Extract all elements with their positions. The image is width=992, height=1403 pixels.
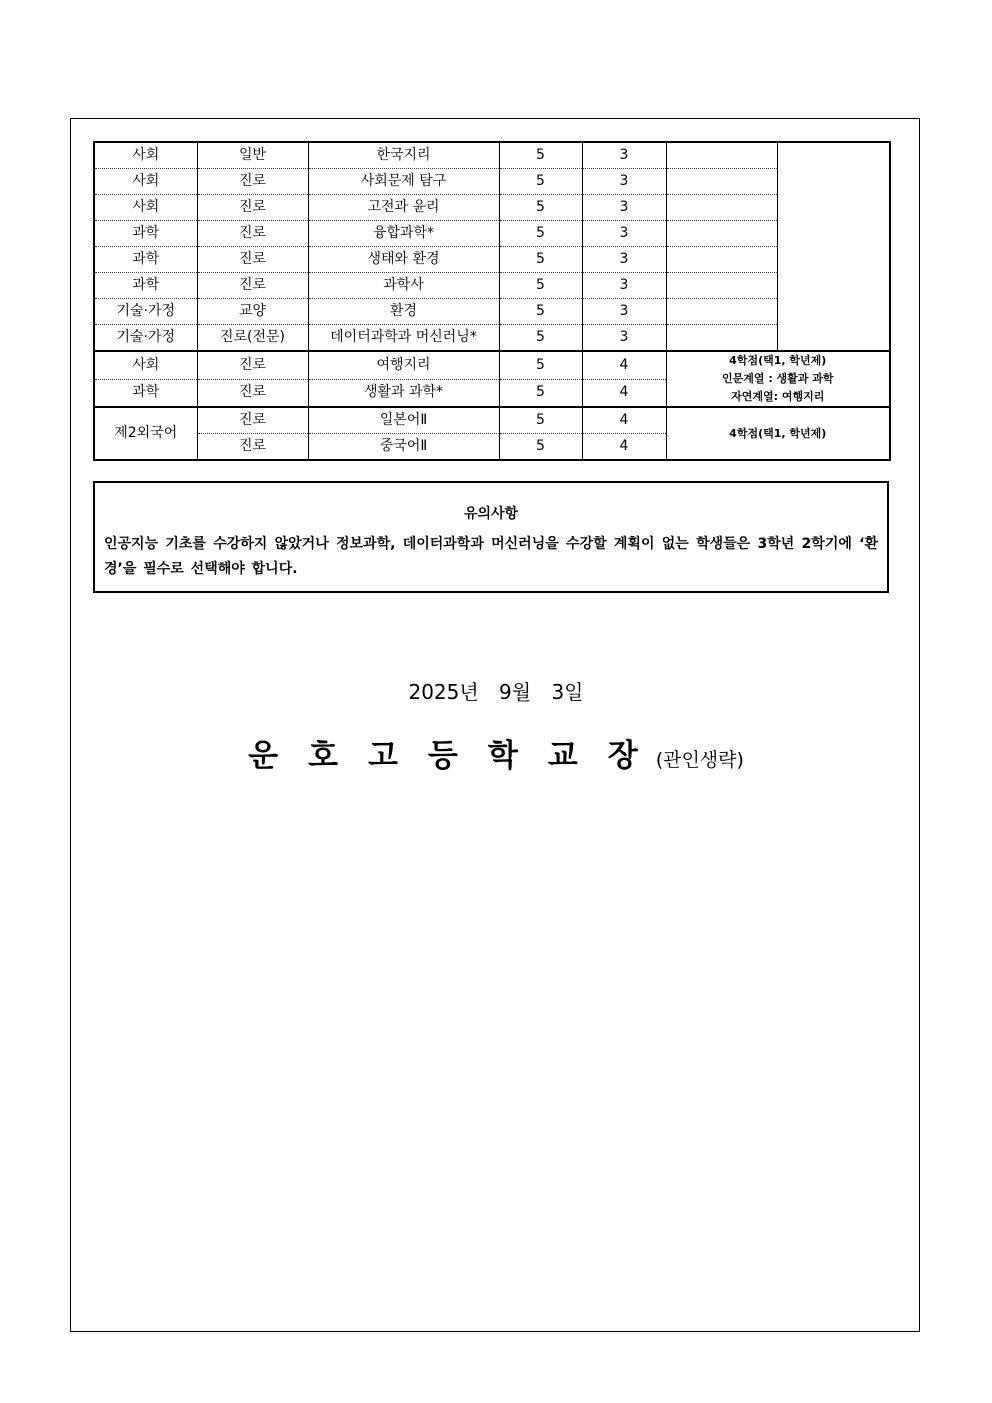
- issue-date: 2025년 9월 3일: [408, 680, 584, 704]
- type-cell: 진로: [197, 351, 308, 379]
- note-cell-empty: [666, 247, 777, 273]
- note-cell-empty: [666, 169, 777, 195]
- subject-cell: 제2외국어: [94, 407, 197, 460]
- units-cell: 5: [499, 221, 582, 247]
- subject-cell: 과학: [94, 221, 197, 247]
- units-cell: 5: [499, 407, 582, 434]
- table-row: [94, 325, 890, 352]
- note-cell-empty: [666, 221, 777, 247]
- note-cell-empty: [666, 142, 777, 169]
- course-cell: 사회문제 탐구: [308, 169, 499, 195]
- signature-line: [0, 730, 992, 775]
- course-cell: 융합과학*: [308, 221, 499, 247]
- type-cell: 교양: [197, 299, 308, 325]
- table-row: [94, 299, 890, 325]
- credits-cell: 3: [582, 273, 666, 299]
- notice-title: 유의사항: [463, 506, 519, 522]
- units-cell: 5: [499, 169, 582, 195]
- credits-cell: 3: [582, 195, 666, 221]
- subject-cell: 기술·가정: [94, 299, 197, 325]
- note-cell-empty: [666, 325, 777, 352]
- units-cell: 5: [499, 142, 582, 169]
- course-cell: 여행지리: [308, 351, 499, 379]
- seal-omitted-note: (관인생략): [655, 749, 744, 771]
- elective-note-a: [666, 351, 890, 407]
- units-cell: 5: [499, 247, 582, 273]
- units-cell: 5: [499, 379, 582, 407]
- table-row: [94, 221, 890, 247]
- credits-cell: 3: [582, 221, 666, 247]
- table-row: [94, 247, 890, 273]
- type-cell: 진로: [197, 379, 308, 407]
- type-cell: 진로: [197, 169, 308, 195]
- table-row: [94, 273, 890, 299]
- credits-cell: 3: [582, 169, 666, 195]
- elective-note-b: 4학점(택1, 학년제): [666, 407, 890, 460]
- notice-box: [93, 481, 889, 593]
- units-cell: 5: [499, 351, 582, 379]
- course-table: [93, 141, 891, 461]
- type-cell: 진로: [197, 195, 308, 221]
- elective-note-a-line2: 인문계열 : 생활과 과학: [721, 372, 834, 385]
- school-principal-name: 운호고등학교장: [248, 738, 668, 774]
- type-cell: 진로: [197, 221, 308, 247]
- type-cell: 일반: [197, 142, 308, 169]
- credits-cell: 4: [582, 407, 666, 434]
- course-cell: 환경: [308, 299, 499, 325]
- subject-cell: 사회: [94, 142, 197, 169]
- units-cell: 5: [499, 434, 582, 461]
- subject-cell: 사회: [94, 169, 197, 195]
- credits-cell: 3: [582, 142, 666, 169]
- note-cell-empty: [666, 195, 777, 221]
- credits-cell: 3: [582, 299, 666, 325]
- blank-block: [777, 142, 890, 351]
- course-cell: 한국지리: [308, 142, 499, 169]
- note-cell-empty: [666, 299, 777, 325]
- units-cell: 5: [499, 325, 582, 352]
- credits-cell: 3: [582, 325, 666, 352]
- credits-cell: 3: [582, 247, 666, 273]
- credits-cell: 4: [582, 379, 666, 407]
- credits-cell: 4: [582, 434, 666, 461]
- table-row: [94, 142, 890, 169]
- subject-cell: 사회: [94, 351, 197, 379]
- type-cell: 진로: [197, 247, 308, 273]
- units-cell: 5: [499, 299, 582, 325]
- table-row: [94, 407, 890, 434]
- course-cell: 생활과 과학*: [308, 379, 499, 407]
- notice-body: 인공지능 기초를 수강하지 않았거나 정보과학, 데이터과학과 머신러닝을 수강할 계획이 없는 학생들은 3학년 2학기에 ‘환경’을 필수로 선택해야 합니다.: [104, 536, 878, 577]
- type-cell: 진로(전문): [197, 325, 308, 352]
- table-row: [94, 351, 890, 379]
- units-cell: 5: [499, 273, 582, 299]
- course-cell: 중국어Ⅱ: [308, 434, 499, 461]
- type-cell: 진로: [197, 434, 308, 461]
- subject-cell: 과학: [94, 273, 197, 299]
- note-cell-empty: [666, 273, 777, 299]
- course-cell: 생태와 환경: [308, 247, 499, 273]
- subject-cell: 기술·가정: [94, 325, 197, 352]
- elective-note-a-line1: 4학점(택1, 학년제): [729, 354, 827, 367]
- course-cell: 일본어Ⅱ: [308, 407, 499, 434]
- subject-cell: 과학: [94, 379, 197, 407]
- subject-cell: 과학: [94, 247, 197, 273]
- type-cell: 진로: [197, 407, 308, 434]
- course-cell: 데이터과학과 머신러닝*: [308, 325, 499, 352]
- table-row: [94, 169, 890, 195]
- table-row: [94, 195, 890, 221]
- type-cell: 진로: [197, 273, 308, 299]
- credits-cell: 4: [582, 351, 666, 379]
- course-cell: 과학사: [308, 273, 499, 299]
- units-cell: 5: [499, 195, 582, 221]
- course-cell: 고전과 윤리: [308, 195, 499, 221]
- subject-cell: 사회: [94, 195, 197, 221]
- elective-note-a-line3: 자연계열: 여행지리: [731, 390, 825, 403]
